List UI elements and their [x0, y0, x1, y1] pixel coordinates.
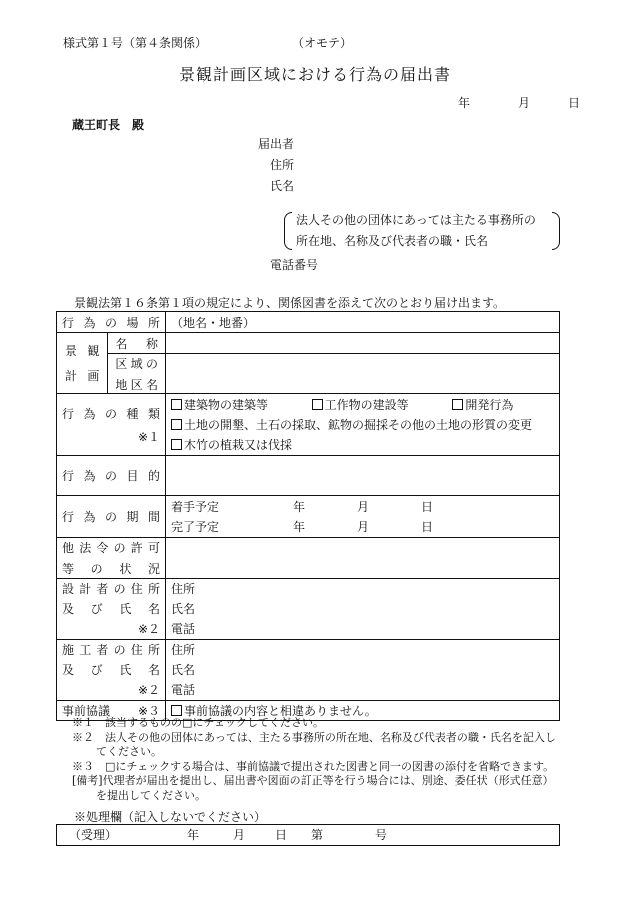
- row-designer: [57, 579, 560, 640]
- corporation-note: [284, 210, 560, 252]
- notifier-name-label: 氏名: [270, 179, 295, 193]
- plan-name-label: 名 称: [108, 333, 166, 354]
- period-end: 完了予定 年 月 日: [171, 519, 434, 534]
- checkbox-icon[interactable]: [171, 399, 182, 410]
- purpose-field[interactable]: [166, 456, 560, 496]
- footnote-3: ※３ □にチェックする場合は、事前協議で提出された図書と同一の図書の添付を省略できます。: [72, 759, 555, 773]
- builder-phone-label: 電話: [171, 683, 196, 697]
- footnote-1: ※１ 該当するものの□にチェックしてください。: [72, 716, 325, 729]
- footnote-2-cont: てください。: [96, 745, 162, 758]
- kind-option-building[interactable]: 建築物の建築等: [171, 398, 268, 412]
- prior-label: 事前協議 ※３: [57, 701, 166, 721]
- prior-consultation[interactable]: 事前協議の内容と相違ありません。: [166, 701, 560, 721]
- plan-label: 景 観 計 画: [57, 333, 108, 394]
- footnote-2: ※２ 法人その他の団体にあっては、主たる事務所の所在地、名称及び代表者の職・氏名を記入し: [72, 730, 556, 744]
- checkbox-icon[interactable]: [171, 439, 182, 450]
- period-label: 行 為 の 期 間: [57, 496, 166, 538]
- date-day-label: 日: [568, 96, 581, 110]
- row-kind: [57, 394, 560, 456]
- designer-name-label: 氏名: [171, 602, 196, 616]
- notifier-label: 届出者: [258, 137, 295, 151]
- kind-option-trees[interactable]: 木竹の植栽又は伐採: [171, 435, 554, 455]
- form-side-label: （オモテ）: [292, 36, 353, 50]
- footnote-remark: [備考]代理者が届出を提出し、届出書や図面の訂正等を行う場合には、別途、委任状（形式任意）: [72, 774, 554, 787]
- processing-received: （受理）: [69, 828, 118, 842]
- kind-options: [166, 394, 560, 456]
- purpose-label: 行 為 の 目 的: [57, 456, 166, 496]
- date-month-label: 月: [518, 96, 531, 110]
- date-year-label: 年: [458, 96, 471, 110]
- notification-table: [56, 311, 560, 721]
- kind-label: 行 為 の 種 類 ※１: [57, 394, 166, 456]
- location-hint: （地名・地番）: [171, 315, 256, 330]
- row-period: [57, 496, 560, 538]
- processing-title: ※処理欄（記入しないでください）: [74, 810, 267, 824]
- processing-month: 月: [233, 828, 246, 842]
- notifier-block: [258, 134, 294, 197]
- row-location: [57, 312, 560, 333]
- checkbox-icon[interactable]: [312, 399, 323, 410]
- checkbox-icon[interactable]: [171, 705, 182, 716]
- notifier-address-label: 住所: [270, 158, 295, 172]
- footnotes: [60, 716, 570, 803]
- designer-address-label: 住所: [171, 582, 196, 596]
- addressee: 蔵王町長 殿: [72, 118, 145, 132]
- builder-name-label: 氏名: [171, 663, 196, 677]
- period-start: 着手予定 年 月 日: [171, 499, 434, 514]
- checkbox-icon[interactable]: [171, 419, 182, 430]
- page-title: 景観計画区域における行為の届出書: [178, 65, 451, 84]
- submission-date[interactable]: [458, 94, 580, 111]
- row-builder: [57, 640, 560, 701]
- row-permit: [57, 538, 560, 579]
- plan-name-field[interactable]: [166, 333, 560, 354]
- permit-field[interactable]: [166, 538, 560, 579]
- permit-label: 他 法 令 の 許 可 等 の 状 況: [57, 538, 166, 579]
- builder-fields[interactable]: [166, 640, 560, 701]
- plan-district-label: 区 域 の 地 区 名: [108, 354, 166, 394]
- designer-fields[interactable]: [166, 579, 560, 640]
- lead-text: 景観法第１６条第１項の規定により、関係図書を添えて次のとおり届け出ます。: [74, 296, 506, 310]
- location-label: 行 為 の 場 所: [57, 312, 166, 333]
- kind-option-structure[interactable]: 工作物の建設等: [312, 398, 409, 412]
- footnote-remark-cont: を提出してください。: [96, 788, 206, 802]
- processing-go: 号: [375, 828, 388, 842]
- processing-year: 年: [187, 828, 200, 842]
- form-number: 様式第１号（第４条関係）: [63, 36, 208, 50]
- corporation-note-line2: 所在地、名称及び代表者の職・氏名: [296, 234, 489, 248]
- plan-district-field[interactable]: [166, 354, 560, 394]
- builder-address-label: 住所: [171, 643, 196, 657]
- location-field[interactable]: [166, 312, 560, 333]
- processing-day: 日: [275, 828, 288, 842]
- kind-option-development[interactable]: 開発行為: [452, 398, 513, 412]
- designer-phone-label: 電話: [171, 622, 196, 636]
- period-fields[interactable]: [166, 496, 560, 538]
- kind-option-land[interactable]: 土地の開墾、土石の採取、鉱物の掘採その他の土地の形質の変更: [171, 415, 554, 435]
- phone-label: 電話番号: [270, 258, 319, 272]
- checkbox-icon[interactable]: [452, 399, 463, 410]
- corporation-note-line1: 法人その他の団体にあっては主たる事務所の: [296, 213, 536, 227]
- row-plan-district: [57, 354, 560, 394]
- row-purpose: [57, 456, 560, 496]
- row-plan-name: [57, 333, 560, 354]
- processing-box: [56, 824, 560, 846]
- designer-label: 設 計 者 の 住 所 及 び 氏 名 ※２: [57, 579, 166, 640]
- builder-label: 施 工 者 の 住 所 及 び 氏 名 ※２: [57, 640, 166, 701]
- processing-dai: 第: [311, 828, 324, 842]
